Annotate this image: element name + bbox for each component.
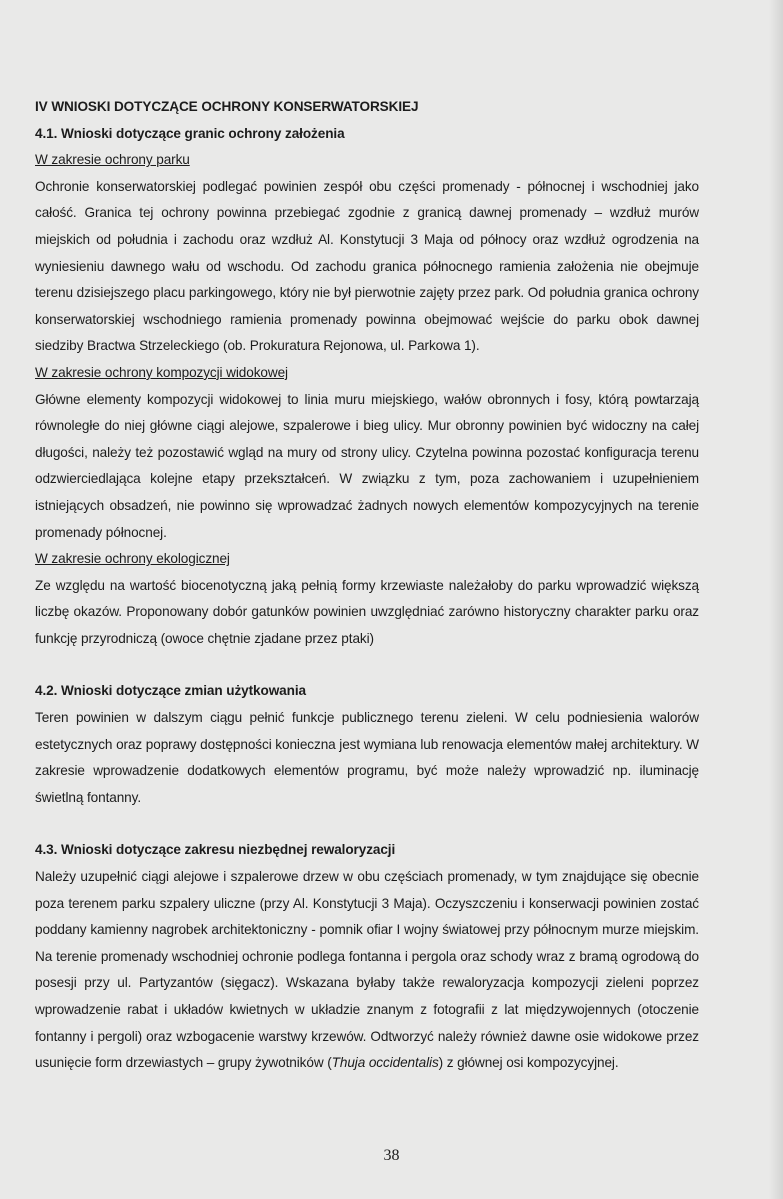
- subheading-ecological-protection: W zakresie ochrony ekologicznej: [35, 551, 230, 567]
- revalorization-text-after: ) z głównej osi kompozycyjnej.: [438, 1055, 619, 1071]
- species-name: Thuja occidentalis: [331, 1055, 439, 1071]
- heading-4-1: 4.1. Wnioski dotyczące granic ochrony założenia: [35, 125, 345, 141]
- heading-4-3: 4.3. Wnioski dotyczące zakresu niezbędnej rewaloryzacji: [35, 842, 396, 858]
- page-edge-shadow: [769, 0, 783, 1199]
- paragraph-revalorization: [35, 864, 699, 1077]
- subheading-park-protection: W zakresie ochrony parku: [35, 152, 190, 168]
- section-spacer: [35, 652, 699, 678]
- paragraph-park-protection: Ochronie konserwatorskiej podlegać powinien zespół obu części promenady - północnej i wschodniej jako całość. Granica tej ochrony powinna przebiegać zgodnie z granicą dawnej promenady – wzdłuż murów miejskich od południa i zachodu oraz wzdłuż Al. Konstytucji 3 Maja od północy oraz wzdłuż ogrodzenia na wyniesieniu dawnego wału od wschodu. Od zachodu granica północnego ramienia założenia nie obejmuje terenu dzisiejszego placu parkingowego, który nie był pierwotnie zajęty przez park. Od południa granica ochrony konserwatorskiej wschodniego ramienia promenady powinna obejmować wejście do parku obok dawnej siedziby Bractwa Strzeleckiego (ob. Prokuratura Rejonowa, ul. Parkowa 1).: [35, 178, 699, 354]
- paragraph-ecological-protection: Ze względu na wartość biocenotyczną jaką pełnią formy krzewiaste należałoby do parku wprowadzić większą liczbę okazów. Proponowany dobór gatunków powinien uwzględniać zarówno historyczny charakter parku oraz funkcję przyrodniczą (owoce chętnie zjadane przez ptaki): [35, 577, 699, 646]
- revalorization-text-before: Należy uzupełnić ciągi alejowe i szpalerowe drzew w obu częściach promenady, w tym znajdujące się obecnie poza terenem parku szpalery uliczne (przy Al. Konstytucji 3 Maja). Oczyszczeniu i konserwacji powinien zostać poddany kamienny nagrobek architektoniczny - pomnik ofiar I wojny światowej przy północnym murze miejskim. Na terenie promenady wschodniej ochronie podlega fontanna i pergola oraz schody wraz z bramą ogrodową do posesji przy ul. Partyzantów (sięgacz). Wskazana byłaby także rewaloryzacja kompozycji zieleni poprzez wprowadzenie rabat i układów kwietnych w układzie znanym z fotografii z lat międzywojennych (otoczenie fontanny i pergoli) oraz wzbogacenie warstwy krzewów. Odtworzyć należy również dawne osie widokowe przez usunięcie form drzewiastych – grupy żywotników (: [35, 869, 699, 1071]
- paragraph-usage-changes: Teren powinien w dalszym ciągu pełnić funkcje publicznego terenu zieleni. W celu podniesienia walorów estetycznych oraz poprawy dostępności konieczna jest wymiana lub renowacja elementów małej architektury. W zakresie wprowadzenie dodatkowych elementów programu, być może należy wprowadzić np. iluminację świetlną fontanny.: [35, 710, 699, 805]
- subheading-view-composition: W zakresie ochrony kompozycji widokowej: [35, 364, 288, 380]
- document-page: [35, 94, 699, 1077]
- paragraph-view-composition: Główne elementy kompozycji widokowej to linia muru miejskiego, wałów obronnych i fosy, którą powtarzają równoległe do niej główne ciągi alejowe, szpalerowe i bieg ulicy. Mur obronny powinien być widoczny na całej długości, należy też pozostawić wgląd na mury od strony ulicy. Czytelna powinna pozostać konfiguracja terenu odzwierciedlająca kolejne etapy przekształceń. W związku z tym, poza zachowaniem i uzupełnieniem istniejących obsadzeń, nie powinno się wprowadzać żadnych nowych elementów kompozycyjnych na terenie promenady północnej.: [35, 391, 699, 540]
- heading-4-2: 4.2. Wnioski dotyczące zmian użytkowania: [35, 683, 306, 699]
- page-number: 38: [383, 1147, 400, 1164]
- section-spacer: [35, 811, 699, 837]
- section-title: IV WNIOSKI DOTYCZĄCE OCHRONY KONSERWATORSKIEJ: [35, 99, 419, 114]
